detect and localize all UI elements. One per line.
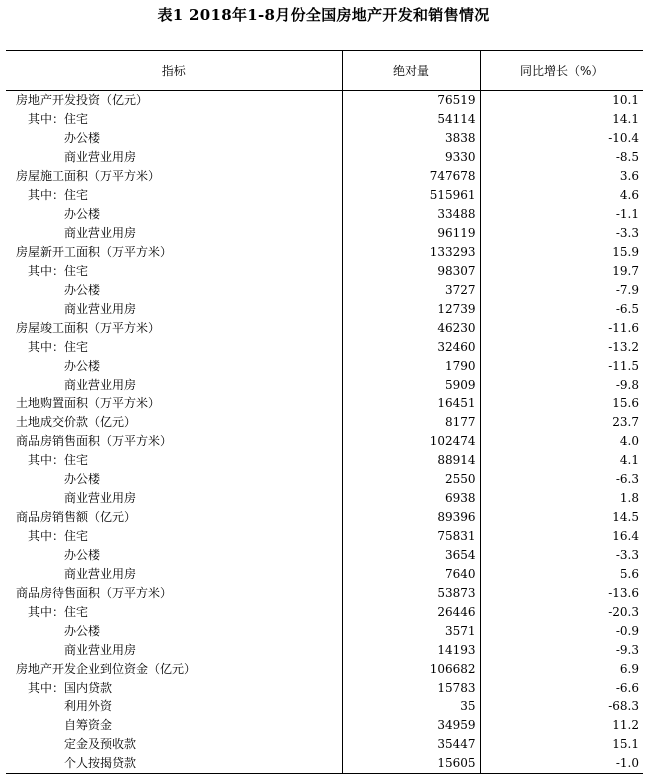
row-growth: -6.6 xyxy=(615,680,639,695)
row-value: 515961 xyxy=(342,186,480,205)
row-growth: 16.4 xyxy=(612,529,639,544)
table-header-row xyxy=(6,51,643,91)
row-label: 办公楼 xyxy=(6,280,342,299)
row-label: 商业营业用房 xyxy=(6,564,342,583)
row-growth: -7.9 xyxy=(615,282,639,297)
row-label: 房地产开发投资（亿元） xyxy=(6,91,342,110)
row-value: 133293 xyxy=(342,243,480,262)
row-label: 房屋施工面积（万平方米） xyxy=(6,167,342,186)
row-growth: -6.3 xyxy=(615,472,639,487)
row-growth: 4.0 xyxy=(619,434,639,449)
row-label: 定金及预收款 xyxy=(6,735,342,754)
row-value: 106682 xyxy=(342,659,480,678)
row-value: 35 xyxy=(342,697,480,716)
table-row xyxy=(6,110,643,129)
row-value: 33488 xyxy=(342,205,480,224)
table-row xyxy=(6,564,643,583)
row-value: 9330 xyxy=(342,148,480,167)
row-growth: -0.9 xyxy=(615,623,639,638)
row-label: 土地成交价款（亿元） xyxy=(6,413,342,432)
row-value: 88914 xyxy=(342,451,480,470)
row-growth: 14.1 xyxy=(612,112,639,127)
row-label: 商品房待售面积（万平方米） xyxy=(6,583,342,602)
table-row xyxy=(6,489,643,508)
row-value: 5909 xyxy=(342,375,480,394)
table-row xyxy=(6,91,643,110)
row-growth: -13.6 xyxy=(608,585,639,600)
table-row xyxy=(6,451,643,470)
column-header-growth: 同比增长（%） xyxy=(480,51,643,91)
row-label: 其中：住宅 xyxy=(6,261,342,280)
row-growth: 15.9 xyxy=(612,244,639,259)
row-label: 其中：住宅 xyxy=(6,602,342,621)
row-label: 其中：住宅 xyxy=(6,451,342,470)
row-label: 商业营业用房 xyxy=(6,489,342,508)
row-label: 商业营业用房 xyxy=(6,640,342,659)
row-growth: 19.7 xyxy=(612,263,639,278)
table-row xyxy=(6,205,643,224)
row-value: 8177 xyxy=(342,413,480,432)
table-row xyxy=(6,621,643,640)
row-growth: -8.5 xyxy=(615,150,639,165)
row-growth: -11.5 xyxy=(608,358,639,373)
row-label: 办公楼 xyxy=(6,129,342,148)
row-label: 个人按揭贷款 xyxy=(6,754,342,773)
row-value: 75831 xyxy=(342,527,480,546)
row-label: 办公楼 xyxy=(6,470,342,489)
row-value: 14193 xyxy=(342,640,480,659)
row-value: 3654 xyxy=(342,546,480,565)
row-growth: -1.0 xyxy=(480,754,643,773)
row-value: 3838 xyxy=(342,129,480,148)
row-value: 54114 xyxy=(342,110,480,129)
row-label: 自筹资金 xyxy=(6,716,342,735)
table-row xyxy=(6,546,643,565)
row-growth: 3.6 xyxy=(619,169,639,184)
table-row xyxy=(6,356,643,375)
row-growth: 14.5 xyxy=(612,510,639,525)
table-row xyxy=(6,470,643,489)
table-row xyxy=(6,697,643,716)
table-row xyxy=(6,394,643,413)
row-label: 办公楼 xyxy=(6,205,342,224)
row-value: 6938 xyxy=(342,489,480,508)
table-row xyxy=(6,735,643,754)
row-growth: -11.6 xyxy=(608,320,639,335)
row-growth: -3.3 xyxy=(615,226,639,241)
row-label: 商业营业用房 xyxy=(6,299,342,318)
row-value: 7640 xyxy=(342,564,480,583)
table-row xyxy=(6,375,643,394)
table-row xyxy=(6,432,643,451)
row-value: 76519 xyxy=(342,91,480,110)
row-label: 房屋新开工面积（万平方米） xyxy=(6,243,342,262)
table-row xyxy=(6,754,643,773)
row-growth: -13.2 xyxy=(608,339,639,354)
row-value: 1790 xyxy=(342,356,480,375)
row-growth: -9.3 xyxy=(615,642,639,657)
table-row xyxy=(6,129,643,148)
table-row xyxy=(6,299,643,318)
row-growth: -6.5 xyxy=(615,301,639,316)
row-label: 办公楼 xyxy=(6,546,342,565)
row-growth: 10.1 xyxy=(612,93,639,108)
row-growth: -1.1 xyxy=(615,207,639,222)
row-label: 其中：国内贷款 xyxy=(6,678,342,697)
row-label: 办公楼 xyxy=(6,356,342,375)
table-row xyxy=(6,261,643,280)
row-label: 土地购置面积（万平方米） xyxy=(6,394,342,413)
table-row xyxy=(6,243,643,262)
table-row xyxy=(6,716,643,735)
table-row xyxy=(6,337,643,356)
row-label: 商品房销售额（亿元） xyxy=(6,508,342,527)
row-value: 98307 xyxy=(342,261,480,280)
table-row xyxy=(6,148,643,167)
table-body xyxy=(6,91,643,774)
row-label: 其中：住宅 xyxy=(6,110,342,129)
row-growth: 4.6 xyxy=(619,188,639,203)
row-label: 商业营业用房 xyxy=(6,148,342,167)
row-growth: -20.3 xyxy=(608,604,639,619)
table-row xyxy=(6,602,643,621)
table-title: 表1 2018年1-8月份全国房地产开发和销售情况 xyxy=(157,6,490,24)
row-label: 其中：住宅 xyxy=(6,337,342,356)
row-value: 46230 xyxy=(342,318,480,337)
row-value: 12739 xyxy=(342,299,480,318)
row-growth: 5.6 xyxy=(619,566,639,581)
row-value: 26446 xyxy=(342,602,480,621)
table-row xyxy=(6,640,643,659)
row-growth: -10.4 xyxy=(608,131,639,146)
row-value: 3571 xyxy=(342,621,480,640)
row-growth: 4.1 xyxy=(619,453,639,468)
row-growth: 15.6 xyxy=(612,396,639,411)
row-value: 34959 xyxy=(342,716,480,735)
table-row xyxy=(6,678,643,697)
row-growth: -68.3 xyxy=(608,699,639,714)
row-value: 102474 xyxy=(342,432,480,451)
table-row xyxy=(6,318,643,337)
row-growth: 23.7 xyxy=(612,415,639,430)
row-label: 房屋竣工面积（万平方米） xyxy=(6,318,342,337)
row-growth: 15.1 xyxy=(612,737,639,752)
column-header-absolute: 绝对量 xyxy=(342,51,480,91)
table-row xyxy=(6,167,643,186)
row-label: 房地产开发企业到位资金（亿元） xyxy=(6,659,342,678)
table-row xyxy=(6,583,643,602)
row-value: 15783 xyxy=(342,678,480,697)
row-label: 商业营业用房 xyxy=(6,375,342,394)
table-row xyxy=(6,527,643,546)
row-growth: 11.2 xyxy=(612,718,639,733)
row-label: 办公楼 xyxy=(6,621,342,640)
row-value: 89396 xyxy=(342,508,480,527)
row-value: 53873 xyxy=(342,583,480,602)
row-growth: -3.3 xyxy=(615,547,639,562)
statistics-table xyxy=(6,50,643,774)
row-value: 32460 xyxy=(342,337,480,356)
row-growth: 6.9 xyxy=(619,661,639,676)
table-row xyxy=(6,186,643,205)
row-value: 3727 xyxy=(342,280,480,299)
row-label: 利用外资 xyxy=(6,697,342,716)
row-value: 35447 xyxy=(342,735,480,754)
table-row xyxy=(6,280,643,299)
row-value: 96119 xyxy=(342,224,480,243)
row-label: 其中：住宅 xyxy=(6,527,342,546)
table-row xyxy=(6,508,643,527)
row-label: 商品房销售面积（万平方米） xyxy=(6,432,342,451)
row-value: 747678 xyxy=(342,167,480,186)
table-row xyxy=(6,224,643,243)
row-value: 16451 xyxy=(342,394,480,413)
row-label: 商业营业用房 xyxy=(6,224,342,243)
column-header-indicator: 指标 xyxy=(6,51,342,91)
row-label: 其中：住宅 xyxy=(6,186,342,205)
data-table-container xyxy=(6,50,643,774)
row-growth: -9.8 xyxy=(615,377,639,392)
row-growth: 1.8 xyxy=(619,491,639,506)
row-value: 2550 xyxy=(342,470,480,489)
table-row xyxy=(6,413,643,432)
row-value: 15605 xyxy=(342,754,480,773)
table-row xyxy=(6,659,643,678)
